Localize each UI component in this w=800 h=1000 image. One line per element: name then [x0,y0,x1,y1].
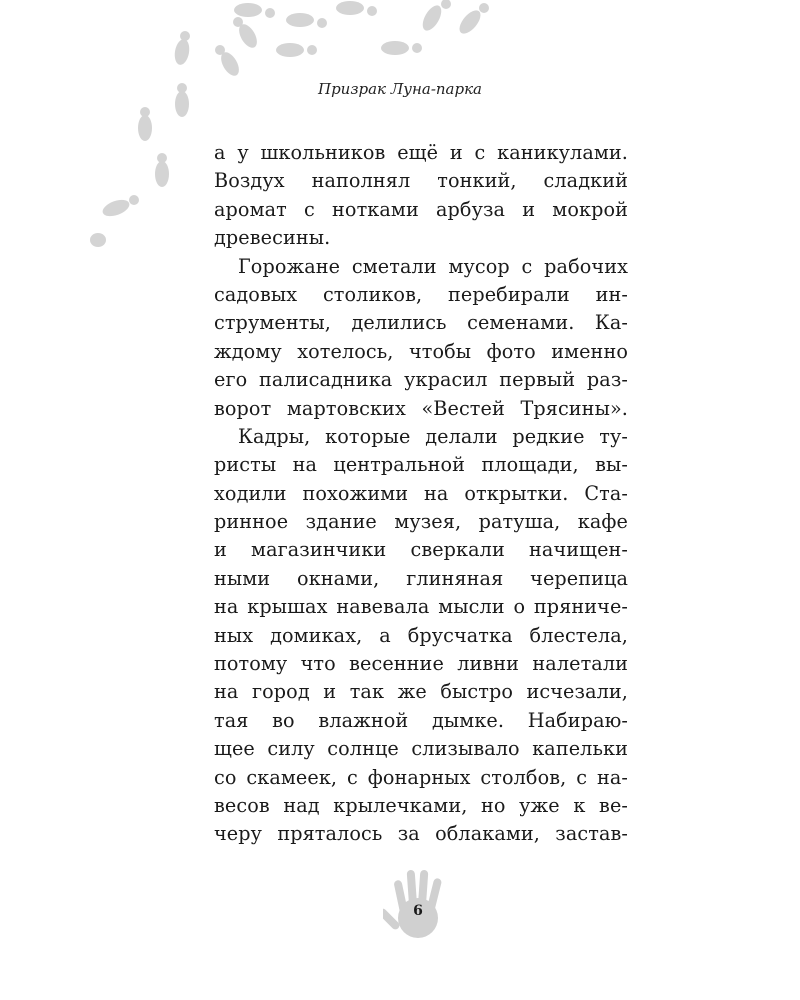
text-line: садовых столиков, перебирали ин- [214,282,628,306]
text-line: ждому хотелось, чтобы фото именно [214,339,628,363]
paragraph [214,423,628,849]
text-line: Горожане сметали мусор с рабочих [238,254,628,278]
text-line: аромат с нотками арбуза и мокрой [214,197,628,221]
running-header: Призрак Луна-парка [317,80,482,98]
text-line: потому что весенние ливни налетали [214,652,628,676]
text-line: а у школьников ещё и с каникулами. [214,141,628,164]
text-line: со скамеек, с фонарных столбов, с на- [214,765,628,789]
text-line: на крышах навевала мысли о пряниче- [214,595,628,619]
text-line: его палисадника украсил первый раз- [214,368,628,392]
text-line: весов над крылечками, но уже к ве- [214,793,628,817]
text-line: ринное здание музея, ратуша, кафе [214,510,628,534]
text-line: струменты, делились семенами. Ка- [214,311,628,335]
text-line: щее силу солнце слизывало капельки [214,737,628,761]
page-number: 6 [413,903,423,919]
text-line: Кадры, которые делали редкие ту- [238,424,628,448]
text-line: на город и так же быстро исчезали, [214,680,628,704]
text-line: черу пряталось за облаками, застав- [214,822,628,846]
paragraph [214,139,628,253]
text-line: ных домиках, а брусчатка блестела, [214,623,628,647]
text-line: и магазинчики сверкали начищен- [214,538,628,562]
text-line: ристы на центральной площади, вы- [214,453,628,477]
paragraph [214,253,628,423]
text-line: тая во влажной дымке. Набираю- [214,708,628,732]
body-text [214,139,628,849]
text-line: ходили похожими на открытки. Ста- [214,481,628,505]
text-line: ными окнами, глиняная черепица [214,566,628,590]
text-line: ворот мартовских «Вестей Трясины». [214,396,628,420]
text-line: древесины. [214,226,331,250]
text-line: Воздух наполнял тонкий, сладкий [214,169,628,193]
